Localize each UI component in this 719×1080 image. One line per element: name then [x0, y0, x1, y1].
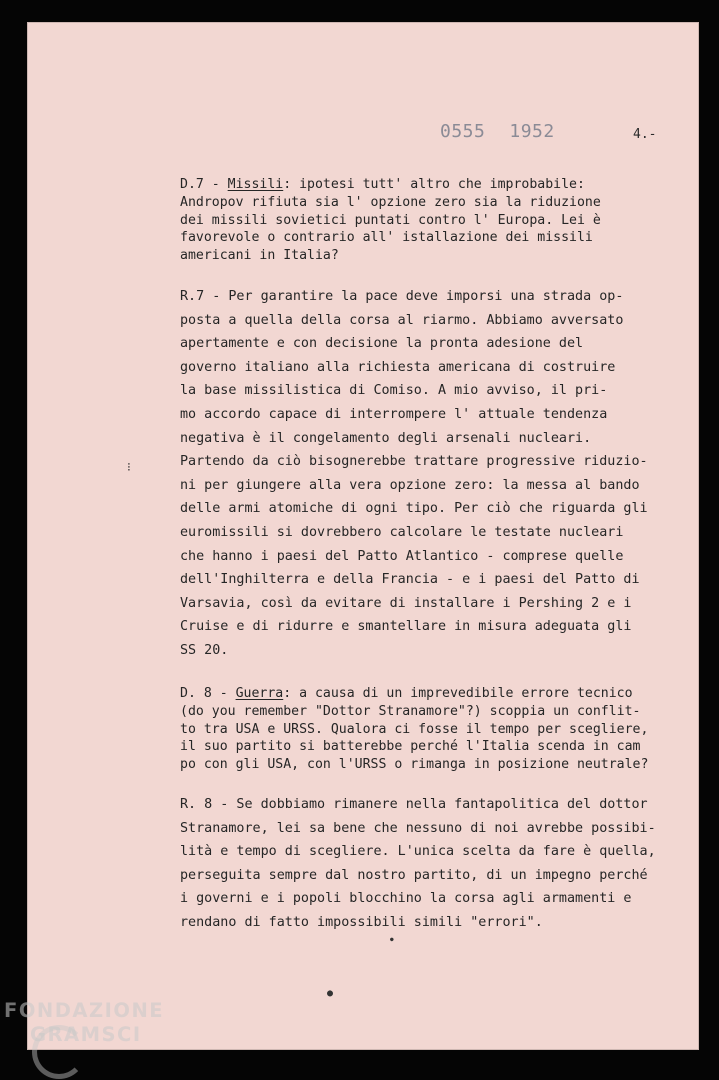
watermark-line-2: GRAMSCI [30, 1022, 142, 1046]
fondazione-gramsci-watermark [4, 1001, 164, 1044]
answer-7-line: governo italiano alla richiesta americana di costruire [180, 359, 616, 375]
stamp-number: 0555 [440, 121, 486, 142]
answer-7-line: SS 20. [180, 642, 229, 658]
answer-8-line: R. 8 - Se dobbiamo rimanere nella fantapolitica del dottor [180, 797, 648, 812]
question-7-line: favorevole o contrario all' istallazione dei missili [180, 230, 593, 246]
answer-8-line: Stranamore, lei sa bene che nessuno di noi avrebbe possibi- [180, 820, 656, 836]
answer-7-line: euromissili si dovrebbero calcolare le testate nucleari [180, 524, 624, 540]
stamp-year: 1952 [509, 121, 555, 142]
answer-7-line: negativa è il congelamento degli arsenali nucleari. [180, 430, 592, 446]
question-8 [180, 685, 648, 774]
answer-8-line: i governi e i popoli blocchino la corsa agli armamenti e [180, 891, 632, 907]
answer-7-line: ni per giungere alla vera opzione zero: la messa al bando [180, 477, 640, 493]
answer-7-line: la base missilistica di Comiso. A mio avviso, il pri- [180, 383, 608, 399]
question-8-text: : a causa di un imprevedibile errore tecnico [283, 686, 633, 701]
answer-7-line: dell'Inghilterra e della Francia - e i paesi del Patto di [180, 572, 640, 588]
answer-7 [180, 285, 648, 663]
answer-7-line: Cruise e di ridurre e smantellare in misura adeguata gli [180, 619, 632, 635]
answer-7-line: mo accordo capace di interrompere l' attuale tendenza [180, 406, 608, 422]
answer-7-line: che hanno i paesi del Patto Atlantico - comprese quelle [180, 548, 624, 564]
question-8-line: (do you remember "Dottor Stranamore"?) scoppia un conflit- [180, 703, 641, 719]
page-number: 4.- [633, 127, 657, 142]
question-8-line: il suo partito si batterebbe perché l'Italia scenda in cam [180, 739, 641, 755]
question-7-keyword: Missili [227, 177, 284, 192]
question-8-keyword: Guerra [235, 686, 284, 701]
answer-7-line: Partendo da ciò bisognerebbe trattare progressive riduzio- [180, 454, 648, 470]
answer-7-line: delle armi atomiche di ogni tipo. Per ciò che riguarda gli [180, 501, 648, 517]
archive-stamp [440, 121, 579, 142]
answer-8-line: lità e tempo di scegliere. L'unica scelta da fare è quella, [180, 844, 656, 860]
question-8-line [180, 685, 648, 703]
answer-7-line: apertamente e con decisione la pronta adesione del [180, 336, 584, 352]
question-7-line: dei missili sovietici puntati contro l' Europa. Lei è [180, 212, 601, 228]
question-7-label: D.7 - [180, 177, 228, 192]
ink-dot: ● [327, 988, 334, 999]
ink-dot: ● [390, 936, 394, 943]
answer-7-line: Varsavia, così da evitare di installare i Pershing 2 e i [180, 595, 632, 611]
question-7-text: : ipotesi tutt' altro che improbabile: [283, 177, 585, 192]
answer-7-line: posta a quella della corsa al riarmo. Abbiamo avversato [180, 312, 624, 328]
question-7-line: americani in Italia? [180, 248, 339, 264]
answer-8-line: rendano di fatto impossibili simili "errori". [180, 914, 543, 930]
margin-mark: ⁝ [127, 460, 131, 474]
answer-7-line: R.7 - Per garantire la pace deve imporsi una strada op- [180, 289, 624, 304]
watermark-ring [32, 1025, 86, 1079]
question-8-line: po con gli USA, con l'URSS o rimanga in posizione neutrale? [180, 757, 649, 773]
answer-8-line: perseguita sempre dal nostro partito, di un impegno perché [180, 867, 648, 883]
watermark-line-1: FONDAZIONE [4, 999, 165, 1022]
question-7-line [180, 176, 601, 194]
question-7-line: Andropov rifiuta sia l' opzione zero sia la riduzione [180, 194, 601, 210]
question-7 [180, 176, 601, 265]
question-8-line: to tra USA e URSS. Qualora ci fosse il tempo per scegliere, [180, 721, 649, 737]
answer-8 [180, 793, 656, 935]
question-8-label: D. 8 - [180, 686, 236, 701]
